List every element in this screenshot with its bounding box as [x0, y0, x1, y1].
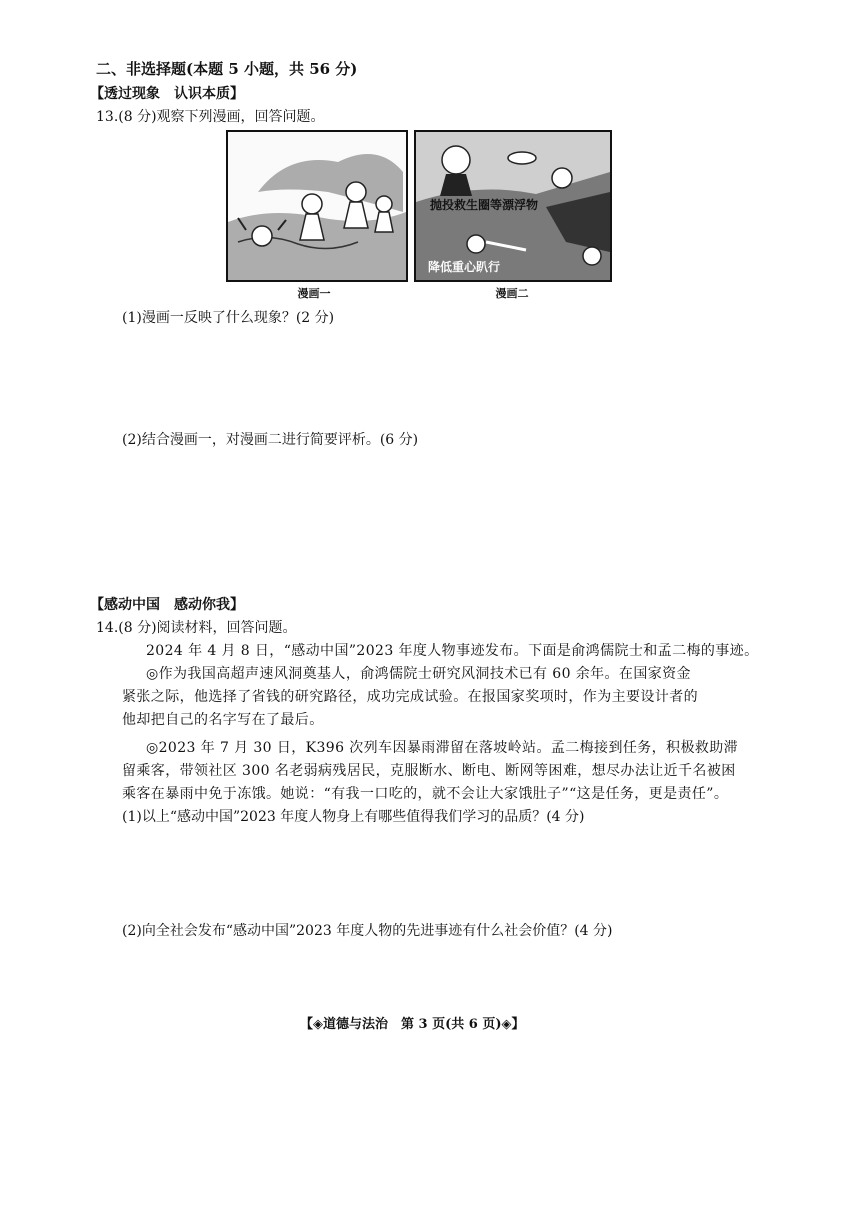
material-line-7: 乘客在暴雨中免于冻饿。她说：“有我一口吃的，就不会让大家饿肚子”“这是任务，更是责任”。: [122, 786, 729, 802]
q13-stem: 13.(8 分)观察下列漫画，回答问题。: [96, 109, 325, 125]
material-line-2: ◎作为我国高超声速风洞奠基人，俞鸿儒院士研究风洞技术已有 60 余年。在国家资金: [146, 666, 691, 682]
comic-one-caption: 漫画一: [297, 287, 331, 300]
q13-sub2: (2)结合漫画一，对漫画二进行简要评析。(6 分): [122, 432, 419, 448]
comic-one-drawing: [228, 132, 406, 280]
page-footer: 【◈道德与法治 第 3 页(共 6 页)◈】: [300, 1017, 525, 1032]
part1-tag: 【透过现象 认识本质】: [90, 86, 244, 102]
q14-stem: 14.(8 分)阅读材料，回答问题。: [96, 620, 297, 636]
q13-sub1: (1)漫画一反映了什么现象？(2 分): [122, 310, 335, 326]
comic-one: [226, 130, 408, 282]
material-line-5: ◎2023 年 7 月 30 日，K396 次列车因暴雨滞留在落坡岭站。孟二梅接到任务，积极救助滞: [146, 740, 739, 756]
comic-two-label-crawl: 降低重心趴行: [428, 260, 501, 274]
material-line-3: 紧张之际，他选择了省钱的研究路径，成功完成试验。在报国家奖项时，作为主要设计者的: [122, 689, 698, 705]
material-line-1: 2024 年 4 月 8 日，“感动中国”2023 年度人物事迹发布。下面是俞鸿儒院士和孟二梅的事迹。: [146, 643, 759, 659]
material-line-4: 他却把自己的名字写在了最后。: [122, 712, 324, 728]
part2-tag: 【感动中国 感动你我】: [90, 597, 244, 613]
comic-two-label-lifebuoy: 抛投救生圈等漂浮物: [430, 198, 539, 212]
q14-sub2: (2)向全社会发布“感动中国”2023 年度人物的先进事迹有什么社会价值？(4 分): [122, 923, 613, 939]
comic-two-caption: 漫画二: [495, 287, 529, 300]
q14-sub1: (1)以上“感动中国”2023 年度人物身上有哪些值得我们学习的品质？(4 分): [122, 809, 585, 825]
section-heading: 二、非选择题(本题 5 小题，共 56 分): [96, 60, 358, 78]
material-line-6: 留乘客，带领社区 300 名老弱病残居民，克服断水、断电、断网等困难，想尽办法让近千名被困: [122, 763, 736, 779]
comic-two: [414, 130, 612, 282]
